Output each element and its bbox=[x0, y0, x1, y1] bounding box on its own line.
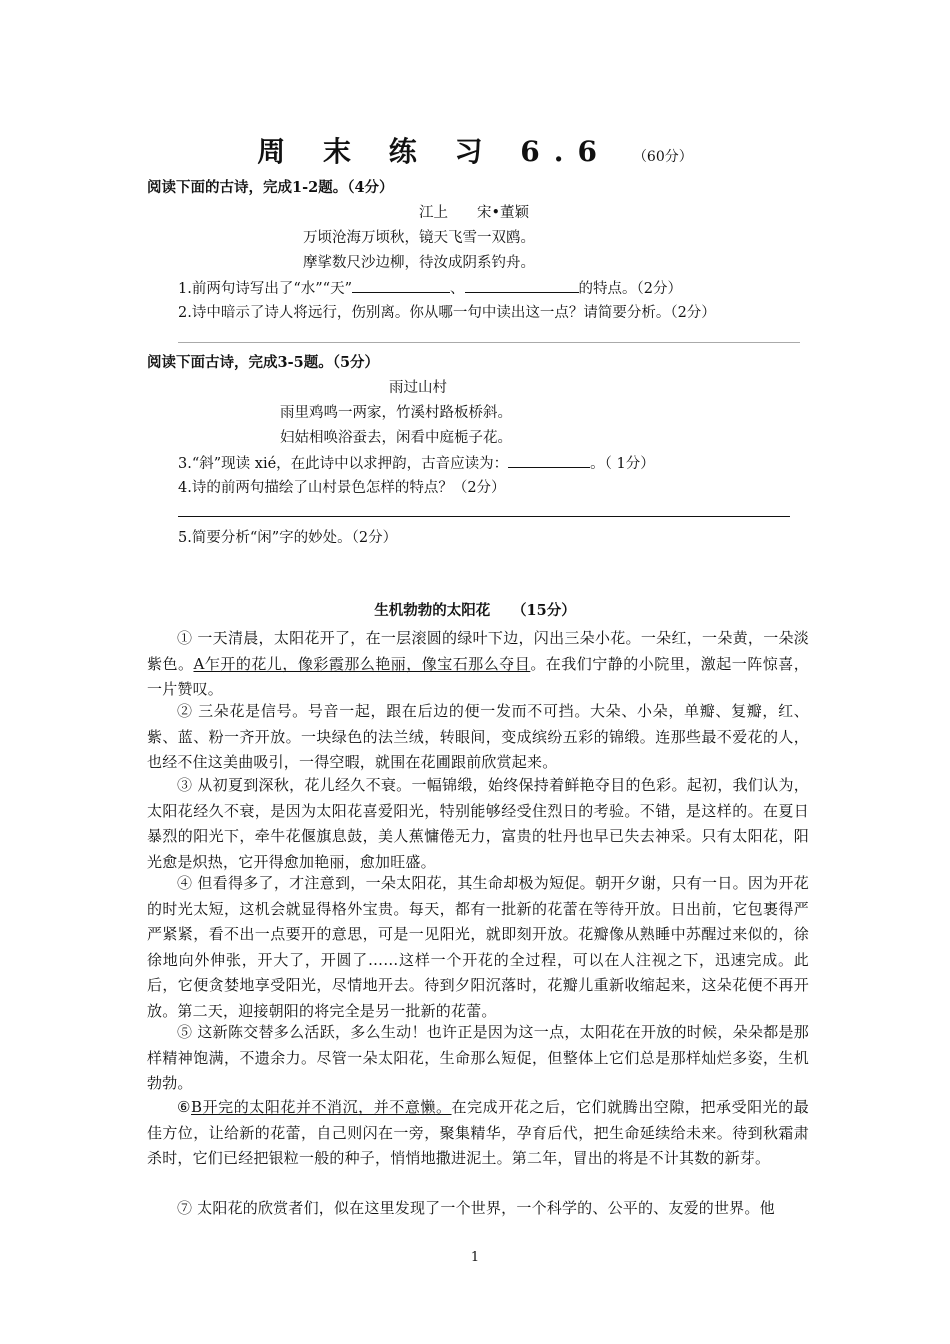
underlined-sentence-a: A乍开的花儿，像彩霞那么艳丽，像宝石那么夺目 bbox=[193, 654, 531, 673]
paragraph-1-text-b: 。在我们宁静的小院里，激起一阵惊喜，一片赞叹。 bbox=[147, 654, 809, 698]
answer-line-4[interactable] bbox=[178, 516, 790, 517]
paragraph-7: ⑦ 太阳花的欣赏者们，似在这里发现了一个世界，一个科学的、公平的、友爱的世界。他 bbox=[177, 1199, 775, 1217]
paragraph-6-marker: ⑥ bbox=[177, 1098, 192, 1116]
question-5: 5.简要分析“闲”字的妙处。（2分） bbox=[178, 530, 398, 546]
answer-blank-3[interactable] bbox=[508, 453, 590, 468]
paragraph-1 bbox=[147, 626, 809, 703]
poem2-title: 雨过山村 bbox=[389, 380, 447, 396]
question-1-prefix: 1.前两句诗写出了“水”“天” bbox=[178, 281, 352, 297]
question-4: 4.诗的前两句描绘了山村景色怎样的特点？（2分） bbox=[178, 480, 506, 496]
section2-heading: 阅读下面古诗，完成3-5题。（5分） bbox=[147, 354, 380, 371]
title-main: 周 末 练 习 6.6 bbox=[257, 135, 611, 168]
answer-blank-1a[interactable] bbox=[352, 278, 450, 293]
paragraph-3: ③ 从初夏到深秋，花儿经久不衰。一幅锦缎，始终保持着鲜艳夺目的色彩。起初，我们认为，太阳花经久不衰，是因为太阳花喜爱阳光，特别能够经受住烈日的考验。不错，是这样的。在夏日暴烈的阳光下，牵牛花偃旗息鼓，美人蕉慵倦无力，富贵的牡丹也早已失去神采。只有太阳花，阳光愈是炽热，它开得愈加艳丽，愈加旺盛。 bbox=[147, 776, 809, 871]
poem2-line-1: 雨里鸡鸣一两家，竹溪村路板桥斜。 bbox=[280, 405, 512, 421]
poem1-title: 江上 宋•董颖 bbox=[419, 205, 530, 221]
poem2-line-2: 妇姑相唤浴蚕去，闲看中庭栀子花。 bbox=[280, 430, 512, 446]
article-title: 生机勃勃的太阳花 （15分） bbox=[374, 602, 576, 619]
section1-heading: 阅读下面的古诗，完成1-2题。（4分） bbox=[147, 179, 394, 196]
title-score: （60分） bbox=[632, 149, 693, 165]
underlined-sentence-b: B开完的太阳花并不消沉，并不意懒。 bbox=[191, 1098, 452, 1116]
paragraph-1-text-a: ① 一天清晨，太阳花开了，在一层滚圆的绿叶下边，闪出三朵小花。一朵红，一朵黄，一朵淡紫色。 bbox=[147, 629, 809, 673]
paragraph-2: ② 三朵花是信号。号音一起，跟在后边的便一发而不可挡。大朵、小朵，单瓣、复瓣，红、紫、蓝、粉一齐开放。一块绿色的法兰绒，转眼间，变成缤纷五彩的锦缎。连那些最不爱花的人，也经不住这美曲吸引，一得空暇，就围在花圃跟前欣赏起来。 bbox=[147, 702, 809, 771]
answer-line-2[interactable] bbox=[178, 342, 800, 343]
question-2: 2.诗中暗示了诗人将远行，伤别离。你从哪一句中读出这一点？请简要分析。（2分） bbox=[178, 305, 716, 321]
question-3 bbox=[178, 453, 655, 474]
question-3-prefix: 3.“斜”现读 xié，在此诗中以求押韵，古音应读为： bbox=[178, 456, 509, 472]
page-title bbox=[0, 130, 950, 170]
question-1-sep: 、 bbox=[450, 281, 465, 297]
poem1-line-1: 万顷沧海万顷秋，镜天飞雪一双鸥。 bbox=[303, 230, 535, 246]
page-number: 1 bbox=[470, 1250, 480, 1265]
paragraph-6 bbox=[147, 1095, 809, 1172]
paragraph-6-text: 在完成开花之后，它们就腾出空隙，把承受阳光的最佳方位，让给新的花蕾，自己则闪在一旁，聚集精华，孕育后代，把生命延续给未来。待到秋霜肃杀时，它们已经把银粒一般的种子，悄悄地撒进泥土。第二年，冒出的将是不计其数的新芽。 bbox=[147, 1098, 809, 1167]
question-1-suffix: 的特点。（2分） bbox=[578, 281, 682, 297]
question-3-suffix: 。（ 1分） bbox=[590, 456, 655, 472]
question-1 bbox=[178, 278, 682, 299]
paragraph-5: ⑤ 这新陈交替多么活跃，多么生动！也许正是因为这一点，太阳花在开放的时候，朵朵都是那样精神饱满，不遗余力。尽管一朵太阳花，生命那么短促，但整体上它们总是那样灿烂多姿，生机勃勃。 bbox=[147, 1023, 809, 1092]
paragraph-4: ④ 但看得多了，才注意到，一朵太阳花，其生命却极为短促。朝开夕谢，只有一日。因为开花的时光太短，这机会就显得格外宝贵。每天，都有一批新的花蕾在等待开放。日出前，它包裹得严严紧紧，看不出一点要开的意思，可是一见阳光，就即刻开放。花瓣像从熟睡中苏醒过来似的，徐徐地向外伸张，开大了，开圆了……这样一个开花的全过程，可以在人注视之下，迅速完成。此后，它便贪婪地享受阳光，尽情地开去。待到夕阳沉落时，花瓣儿重新收缩起来，这朵花便不再开放。第二天，迎接朝阳的将完全是另一批新的花蕾。 bbox=[147, 874, 809, 1020]
poem1-line-2: 摩挲数尺沙边柳，待汝成阴系钓舟。 bbox=[303, 255, 535, 271]
answer-blank-1b[interactable] bbox=[465, 278, 579, 293]
